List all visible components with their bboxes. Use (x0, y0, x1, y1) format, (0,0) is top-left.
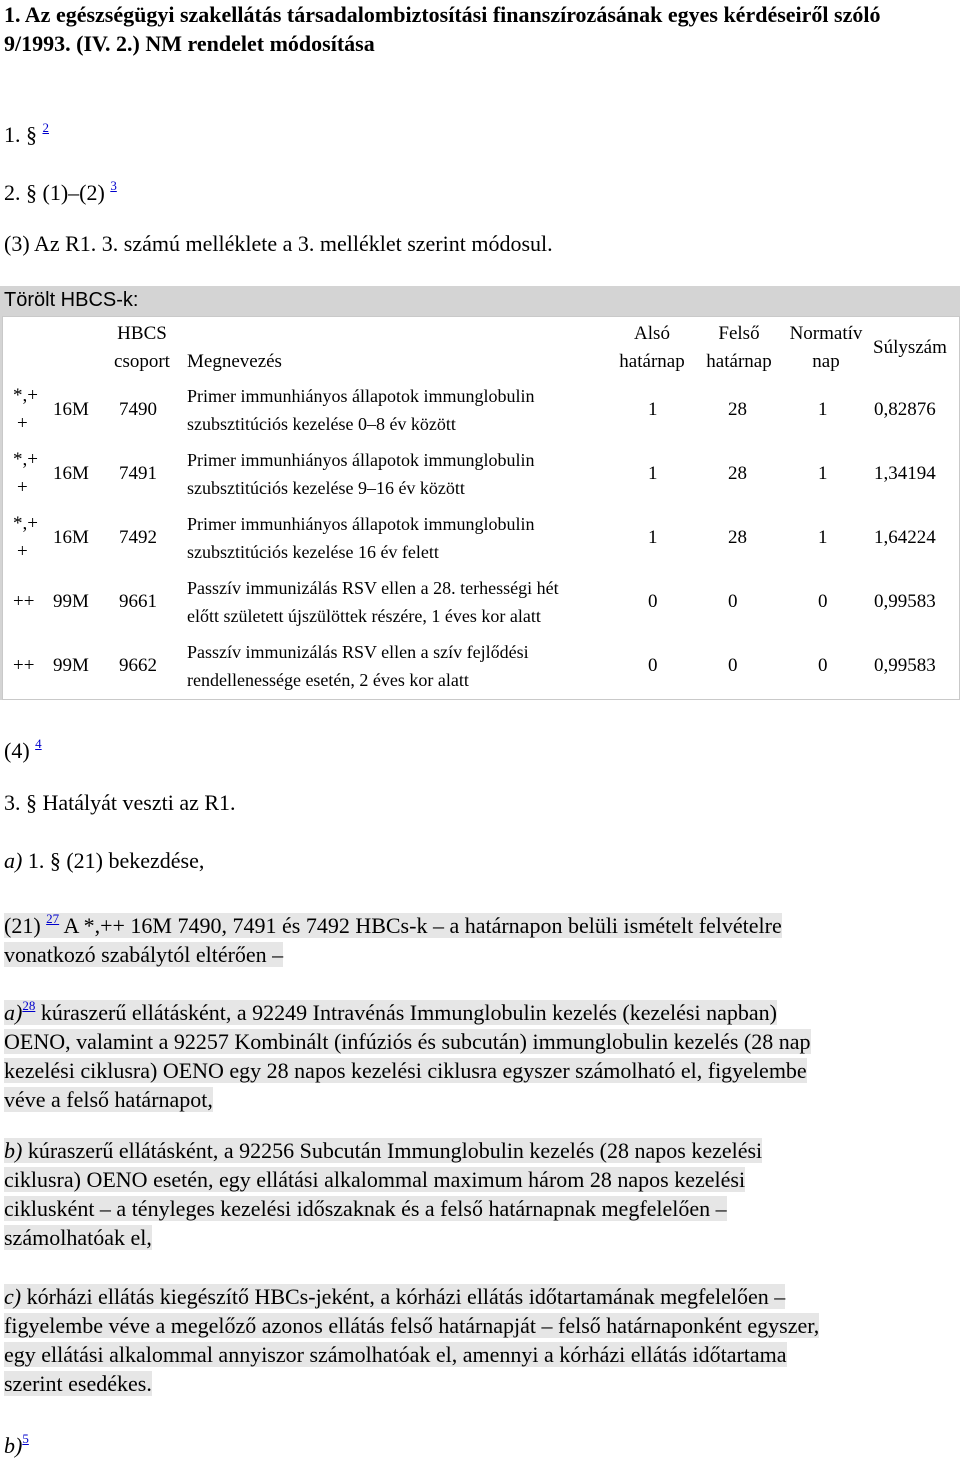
row-mdc: 99M (53, 591, 89, 612)
row-name-line2: rendellenessége esetén, 2 éves kor alatt (187, 670, 469, 690)
paragraph-b (4, 1424, 29, 1460)
block-21 (4, 904, 782, 969)
row-sulyszam: 1,34194 (874, 463, 936, 484)
row-normativ-nap: 1 (818, 463, 828, 484)
row-mark-1: *,+ (13, 513, 38, 534)
row-mdc: 16M (53, 527, 89, 548)
header-megnevezes: Megnevezés (187, 351, 282, 372)
row-name-line2: szubsztitúciós kezelése 9–16 év között (187, 478, 465, 498)
row-hbcs-code: 7491 (119, 463, 157, 484)
block-b-line2: ciklusra) OENO esetén, egy ellátási alkalommal maximum három 28 napos kezelési (4, 1167, 746, 1192)
row-mark: ++ (13, 655, 35, 676)
block-b-label: b) (4, 1138, 23, 1163)
paragraph-4-text: (4) (4, 738, 30, 763)
row-felso-hatarnap: 28 (728, 399, 747, 420)
row-also-hatarnap: 1 (648, 527, 658, 548)
row-mark: ++ (13, 591, 35, 612)
block-21-line2: vonatkozó szabálytól eltérően – (4, 942, 284, 967)
block-c (4, 1282, 819, 1398)
block-a-line3: kezelési ciklusra) OENO egy 28 napos kezelési ciklusra egyszer számolható el, figyelembe (4, 1058, 807, 1083)
footnote-link-28[interactable]: 28 (22, 998, 36, 1013)
block-b-line1: kúraszerű ellátásként, a 92256 Subcután Immunglobulin kezelés (28 napos kezelési (22, 1138, 763, 1163)
block-b-line3: ciklusként – a tényleges kezelési időszaknak és a felső határnapnak megfelelően – (4, 1196, 727, 1221)
row-normativ-nap: 1 (818, 527, 828, 548)
footnote-link-5[interactable]: 5 (22, 1431, 29, 1446)
row-hbcs-code: 7492 (119, 527, 157, 548)
row-mdc: 99M (53, 655, 89, 676)
block-21-line1: A *,++ 16M 7490, 7491 és 7492 HBCs-k – a határnapon belüli ismételt felvételre (59, 913, 782, 938)
block-c-line4: szerint esedékes. (4, 1371, 152, 1396)
block-b (4, 1136, 762, 1252)
deleted-hbcs-table (2, 316, 960, 700)
row-name-line2: előtt született újszülöttek részére, 1 éves kor alatt (187, 606, 541, 626)
block-a-label: a) (4, 1000, 23, 1025)
row-hbcs-code: 7490 (119, 399, 157, 420)
row-hbcs-code: 9661 (119, 591, 157, 612)
row-also-hatarnap: 0 (648, 591, 658, 612)
row-mark-2: + (17, 541, 28, 562)
row-name-line1: Passzív immunizálás RSV ellen a szív fejlődési (187, 642, 529, 662)
row-mark-2: + (17, 477, 28, 498)
header-normativ-line1: Normatív (789, 323, 863, 344)
block-a-line4: véve a felső határnapot, (4, 1087, 213, 1112)
row-mdc: 16M (53, 463, 89, 484)
header-felso-hatarnap (702, 320, 776, 376)
table-caption: Törölt HBCS-k: (4, 289, 139, 311)
row-name-line1: Passzív immunizálás RSV ellen a 28. terhességi hét (187, 578, 559, 598)
paragraph-3: (3) Az R1. 3. számú melléklete a 3. melléklet szerint módosul. (4, 231, 553, 256)
title-line-2: 9/1993. (IV. 2.) NM rendelet módosítása (4, 31, 375, 56)
row-sulyszam: 0,99583 (874, 591, 936, 612)
row-also-hatarnap: 1 (648, 463, 658, 484)
row-name-line1: Primer immunhiányos állapotok immunglobulin (187, 514, 535, 534)
row-normativ-nap: 1 (818, 399, 828, 420)
block-c-line2: figyelembe véve a megelőző azonos ellátás felső határnapját – felső határnaponként egyszer, (4, 1313, 820, 1338)
header-hbcs-line2: csoport (114, 351, 170, 372)
paragraph-1-text: 1. § (4, 122, 37, 147)
footnote-link-3[interactable]: 3 (110, 178, 117, 193)
block-c-line3: egy ellátási alkalommal annyiszor számolhatóak el, amennyi a kórházi ellátás időtartama (4, 1342, 787, 1367)
row-mark-1: *,+ (13, 449, 38, 470)
row-normativ-nap: 0 (818, 655, 828, 676)
block-c-label: c) (4, 1284, 22, 1309)
header-normativ-line2: nap (812, 351, 840, 372)
row-name-line2: szubsztitúciós kezelése 0–8 év között (187, 414, 456, 434)
paragraph-1 (4, 113, 49, 149)
block-c-line1: kórházi ellátás kiegészítő HBCs-jeként, a kórházi ellátás időtartamának megfelelően – (21, 1284, 786, 1309)
row-felso-hatarnap: 28 (728, 527, 747, 548)
paragraph-6-text: 1. § (21) bekezdése, (22, 848, 205, 873)
paragraph-b-label: b) (4, 1433, 23, 1458)
paragraph-4 (4, 729, 42, 765)
page-title (4, 0, 954, 58)
footnote-link-4[interactable]: 4 (35, 736, 42, 751)
row-also-hatarnap: 0 (648, 655, 658, 676)
row-mark-1: *,+ (13, 385, 38, 406)
block-b-line4: számolhatóak el, (4, 1225, 152, 1250)
row-name-line2: szubsztitúciós kezelése 16 év felett (187, 542, 439, 562)
header-normativ-nap (785, 320, 867, 376)
paragraph-2 (4, 171, 117, 207)
footnote-link-2[interactable]: 2 (42, 120, 49, 135)
header-felso-line2: határnap (706, 351, 772, 372)
block-a (4, 991, 811, 1114)
header-also-hatarnap (615, 320, 689, 376)
row-normativ-nap: 0 (818, 591, 828, 612)
row-felso-hatarnap: 0 (728, 655, 738, 676)
header-hbcs-line1: HBCS (117, 323, 167, 344)
header-hbcs (109, 320, 175, 376)
block-21-prefix: (21) (4, 913, 41, 938)
paragraph-2-text: 2. § (1)–(2) (4, 180, 105, 205)
paragraph-6 (4, 846, 204, 875)
header-also-line2: határnap (619, 351, 685, 372)
row-felso-hatarnap: 0 (728, 591, 738, 612)
row-felso-hatarnap: 28 (728, 463, 747, 484)
row-sulyszam: 1,64224 (874, 527, 936, 548)
title-line-1: 1. Az egészségügyi szakellátás társadalombiztosítási finanszírozásának egyes kérdéseiről szóló (4, 2, 881, 27)
header-felso-line1: Felső (718, 323, 760, 344)
paragraph-6-label: a) (4, 848, 23, 873)
row-name-line1: Primer immunhiányos állapotok immunglobulin (187, 450, 535, 470)
row-also-hatarnap: 1 (648, 399, 658, 420)
row-sulyszam: 0,82876 (874, 399, 936, 420)
paragraph-5: 3. § Hatályát veszti az R1. (4, 790, 236, 815)
block-a-line2: OENO, valamint a 92257 Kombinált (infúziós és subcután) immunglobulin kezelés (28 nap (4, 1029, 811, 1054)
row-mdc: 16M (53, 399, 89, 420)
row-name-line1: Primer immunhiányos állapotok immunglobulin (187, 386, 535, 406)
header-sulyszam: Súlyszám (873, 337, 947, 358)
footnote-link-27[interactable]: 27 (46, 911, 60, 926)
row-mark-2: + (17, 413, 28, 434)
row-sulyszam: 0,99583 (874, 655, 936, 676)
row-hbcs-code: 9662 (119, 655, 157, 676)
header-also-line1: Alsó (634, 323, 670, 344)
block-a-line1: kúraszerű ellátásként, a 92249 Intravénás Immunglobulin kezelés (kezelési napban) (35, 1000, 777, 1025)
